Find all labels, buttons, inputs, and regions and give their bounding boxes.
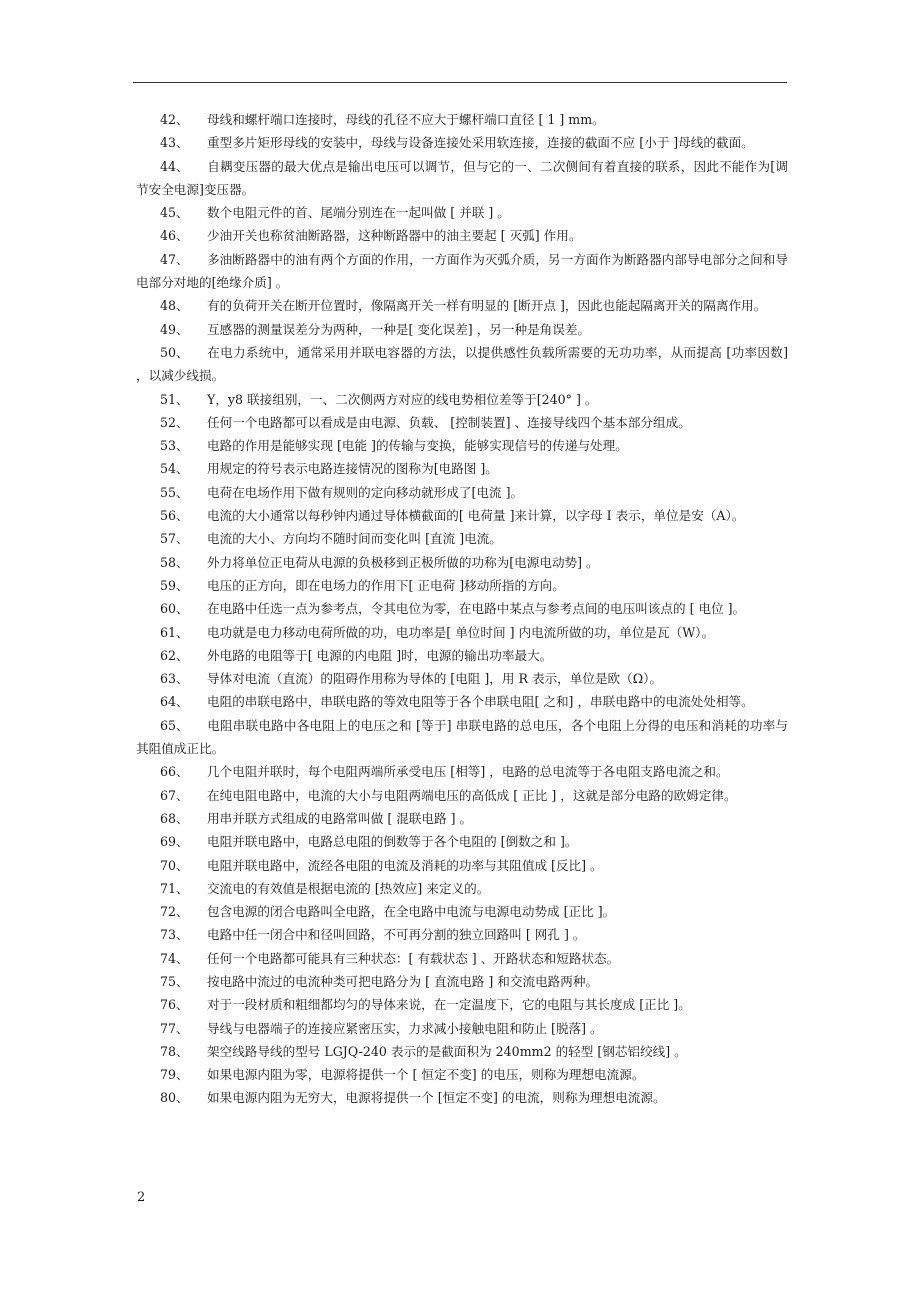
question-number: 48、 [160, 298, 189, 314]
question-item [136, 341, 788, 388]
question-number: 69、 [160, 834, 189, 850]
question-item [136, 574, 788, 597]
question-number: 80、 [160, 1090, 189, 1106]
question-item [136, 155, 788, 202]
question-text: 外力将单位正电荷从电源的负极移到正极所做的功称为[电源电动势] 。 [207, 554, 599, 570]
question-text: 电阻串联电路中各电阻上的电压之和 [等于] 串联电路的总电压，各个电阻上分得的电压和消耗的功率与其阻值成正比。 [136, 717, 788, 757]
question-number: 45、 [160, 205, 189, 221]
question-item [136, 667, 788, 690]
question-item [136, 131, 788, 154]
question-text: 任何一个电路都可以看成是由电源、负载、 [控制装置] 、连接导线四个基本部分组成。 [207, 414, 691, 430]
question-item [136, 807, 788, 830]
question-text: 电荷在电场作用下做有规则的定向移动就形成了[电流 ]。 [207, 484, 524, 500]
question-text: 互感器的测量误差分为两种，一种是[ 变化误差] ，另一种是角误差。 [207, 321, 591, 337]
question-text: 电压的正方向，即在电场力的作用下[ 正电荷 ]移动所指的方向。 [207, 577, 565, 593]
question-list [136, 108, 788, 1110]
question-text: 如果电源内阻为无穷大，电源将提供一个 [恒定不变] 的电流，则称为理想电流源。 [207, 1090, 666, 1106]
question-number: 57、 [160, 531, 189, 547]
question-item [136, 457, 788, 480]
question-number: 68、 [160, 810, 189, 826]
question-number: 49、 [160, 321, 189, 337]
question-number: 65、 [160, 717, 189, 733]
question-text: 电阻的串联电路中，串联电路的等效电阻等于各个串联电阻[ 之和] ，串联电路中的电流处处相等。 [207, 694, 754, 710]
question-text: 电路的作用是能够实现 [电能 ]的传输与变换，能够实现信号的传递与处理。 [207, 438, 628, 454]
question-text: 按电路中流过的电流种类可把电路分为 [ 直流电路 ] 和交流电路两种。 [207, 973, 599, 989]
question-number: 59、 [160, 577, 189, 593]
question-item [136, 248, 788, 295]
question-number: 62、 [160, 647, 189, 663]
question-item [136, 388, 788, 411]
question-text: 交流电的有效值是根据电流的 [热效应] 来定义的。 [207, 880, 490, 896]
question-text: 如果电源内阻为零，电源将提供一个 [ 恒定不变] 的电压，则称为理想电流源。 [207, 1067, 645, 1083]
question-number: 46、 [160, 228, 189, 244]
question-number: 50、 [160, 344, 189, 360]
question-number: 79、 [160, 1067, 189, 1083]
question-number: 72、 [160, 904, 189, 920]
question-number: 70、 [160, 857, 189, 873]
question-item [136, 201, 788, 224]
question-number: 75、 [160, 973, 189, 989]
question-item [136, 784, 788, 807]
question-number: 74、 [160, 950, 189, 966]
question-number: 56、 [160, 508, 189, 524]
question-number: 73、 [160, 927, 189, 943]
question-text: 电功就是电力移动电荷所做的功，电功率是[ 单位时间 ] 内电流所做的功，单位是瓦（W）。 [207, 624, 715, 640]
question-item [136, 900, 788, 923]
question-number: 55、 [160, 484, 189, 500]
question-number: 58、 [160, 554, 189, 570]
question-item [136, 993, 788, 1016]
question-item [136, 644, 788, 667]
question-item [136, 877, 788, 900]
question-text: 多油断路器中的油有两个方面的作用，一方面作为灭弧介质，另一方面作为断路器内部导电部分之间和导电部分对地的[绝缘介质] 。 [136, 251, 788, 291]
question-text: 对于一段材质和粗细都均匀的导体来说，在一定温度下，它的电阻与其长度成 [正比 ]。 [207, 997, 691, 1013]
question-text: 电流的大小、方向均不随时间而变化叫 [直流 ]电流。 [207, 531, 502, 547]
question-number: 67、 [160, 787, 189, 803]
question-item [136, 411, 788, 434]
question-item [136, 434, 788, 457]
question-item [136, 108, 788, 131]
question-text: 自耦变压器的最大优点是输出电压可以调节，但与它的一、二次侧间有着直接的联系，因此不能作为[调节安全电源]变压器。 [136, 158, 788, 197]
question-number: 42、 [160, 112, 189, 127]
question-number: 71、 [160, 880, 189, 896]
question-item [136, 481, 788, 504]
question-number: 78、 [160, 1043, 189, 1059]
question-text: 有的负荷开关在断开位置时，像隔离开关一样有明显的 [断开点 ]，因此也能起隔离开关的隔离作用。 [207, 298, 767, 314]
question-item [136, 621, 788, 644]
question-text: 少油开关也称贫油断路器，这种断路器中的油主要起 [ 灭弧] 作用。 [207, 228, 582, 244]
question-item [136, 318, 788, 341]
question-text: 在电路中任选一点为参考点，令其电位为零，在电路中某点与参考点间的电压叫该点的 [ 电位 ]。 [207, 601, 746, 617]
question-number: 61、 [160, 624, 189, 640]
question-item [136, 1040, 788, 1063]
question-text: 架空线路导线的型号 LGJQ-240 表示的是截面积为 240mm2 的轻型 [钢芯铝绞线] 。 [207, 1043, 687, 1059]
question-text: 包含电源的闭合电路叫全电路，在全电路中电流与电源电动势成 [正比 ]。 [207, 904, 616, 920]
question-item [136, 970, 788, 993]
question-text: 数个电阻元件的首、尾端分别连在一起叫做 [ 并联 ] 。 [207, 205, 510, 221]
question-item [136, 1086, 788, 1109]
question-number: 47、 [160, 251, 189, 267]
question-item [136, 527, 788, 550]
question-item [136, 760, 788, 783]
question-item [136, 294, 788, 317]
question-text: 母线和螺杆端口连接时，母线的孔径不应大于螺杆端口直径 [ 1 ] mm。 [207, 112, 605, 127]
question-text: 用规定的符号表示电路连接情况的图称为[电路图 ]。 [207, 461, 498, 477]
question-number: 77、 [160, 1020, 189, 1036]
question-item [136, 923, 788, 946]
question-text: 导体对电流（直流）的阻碍作用称为导体的 [电阻 ]，用 R 表示，单位是欧（Ω）。 [207, 671, 663, 687]
question-item [136, 1017, 788, 1040]
question-item [136, 714, 788, 761]
question-text: 电路中任一闭合中和径叫回路，不可再分割的独立回路叫 [ 网孔 ] 。 [207, 927, 586, 943]
question-number: 66、 [160, 764, 189, 780]
question-number: 54、 [160, 461, 189, 477]
question-item [136, 1063, 788, 1086]
page-number: 2 [137, 1190, 146, 1205]
question-item [136, 690, 788, 713]
question-text: 电阻并联电路中，电路总电阻的倒数等于各个电阻的 [倒数之和 ]。 [207, 834, 578, 850]
question-number: 60、 [160, 601, 189, 617]
question-text: 在纯电阻电路中，电流的大小与电阻两端电压的高低成 [ 正比 ] ，这就是部分电路的欧姆定律。 [207, 787, 737, 803]
question-item [136, 504, 788, 527]
question-number: 43、 [160, 135, 189, 151]
question-number: 51、 [160, 391, 189, 407]
header-rule [133, 82, 787, 83]
question-text: 任何一个电路都可能具有三种状态：[ 有载状态 ] 、开路状态和短路状态。 [207, 950, 620, 966]
question-text: 重型多片矩形母线的安装中，母线与设备连接处采用软连接，连接的截面不应 [小于 ]母线的截面。 [207, 135, 754, 151]
question-number: 44、 [160, 158, 189, 174]
question-number: 53、 [160, 438, 189, 454]
question-text: 在电力系统中，通常采用并联电容器的方法，以提供感性负载所需要的无功功率，从而提高 [功率因数] ，以减少线损。 [136, 344, 788, 384]
question-item [136, 597, 788, 620]
question-number: 76、 [160, 997, 189, 1013]
question-item [136, 224, 788, 247]
question-text: 用串并联方式组成的电路常叫做 [ 混联电路 ] 。 [207, 810, 473, 826]
question-text: 电流的大小通常以每秒钟内通过导体横截面的[ 电荷量 ]来计算，以字母 I 表示，单位是安（A）。 [207, 508, 745, 524]
question-item [136, 551, 788, 574]
question-item [136, 854, 788, 877]
question-text: 导线与电器端子的连接应紧密压实，力求减小接触电阻和防止 [脱落] 。 [207, 1020, 603, 1036]
question-item [136, 830, 788, 853]
question-text: 几个电阻并联时，每个电阻两端所承受电压 [相等] ，电路的总电流等于各电阻支路电流之和。 [207, 764, 729, 780]
question-text: 电阻并联电路中，流经各电阻的电流及消耗的功率与其阻值成 [反比] 。 [207, 857, 603, 873]
question-number: 63、 [160, 671, 189, 687]
question-text: 外电路的电阻等于[ 电源的内电阻 ]时，电源的输出功率最大。 [207, 647, 553, 663]
question-text: Y，y8 联接组别，一、二次侧两方对应的线电势相位差等于[240° ] 。 [207, 391, 598, 407]
question-number: 64、 [160, 694, 189, 710]
question-number: 52、 [160, 414, 189, 430]
question-item [136, 947, 788, 970]
